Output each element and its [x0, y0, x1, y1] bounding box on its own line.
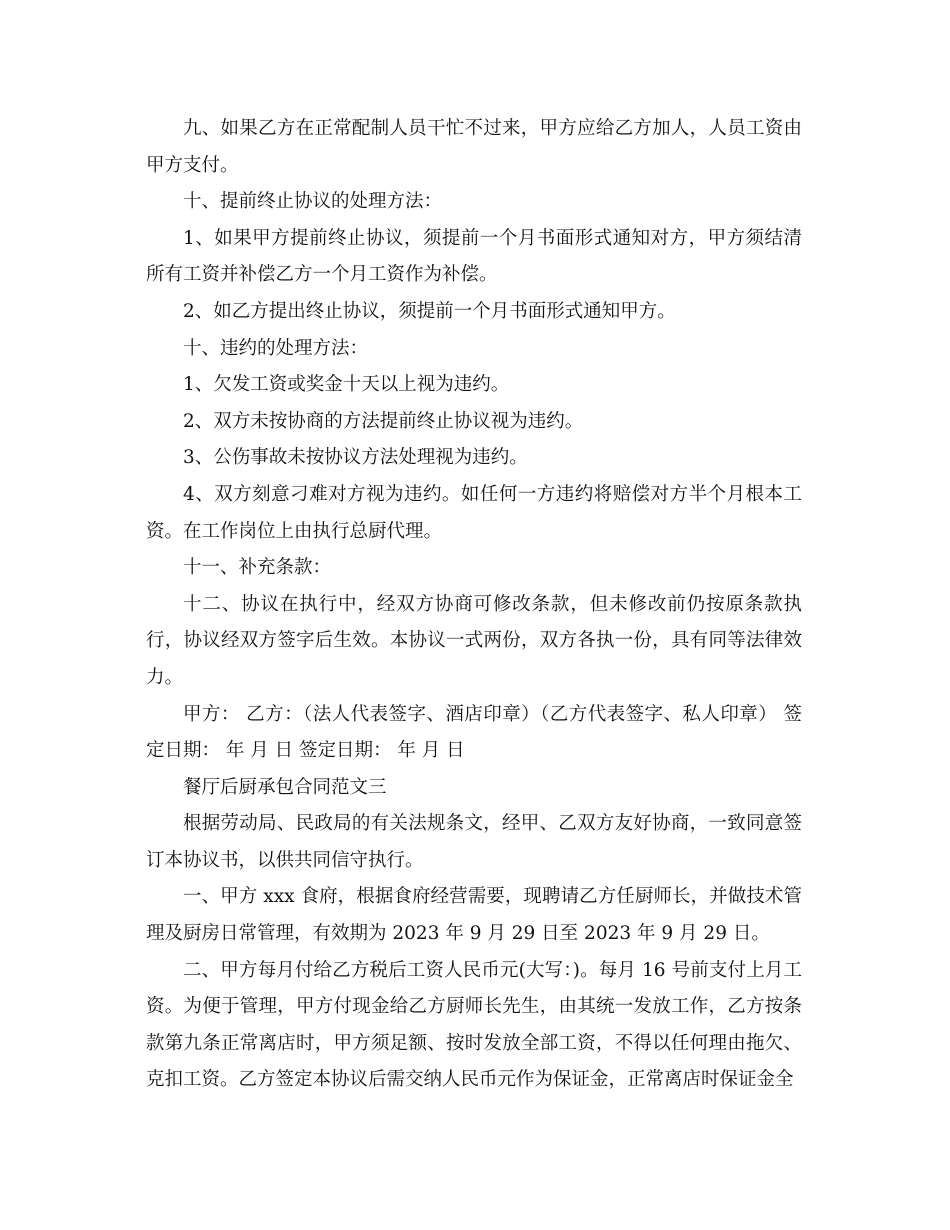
preamble: 根据劳动局、民政局的有关法规条文，经甲、乙双方友好协商，一致同意签订本协议书，以供共同信守执行。 [146, 813, 802, 871]
breach-heading: 十、违约的处理方法： [183, 337, 369, 359]
article-two: 二、甲方每月付给乙方税后工资人民币元(大写：)。每月 16 号前支付上月工资。为便于管理，甲方付现金给乙方厨师长先生，由其统一发放工作，乙方按条款第九条正常离店时，甲方须足额、按时发放全部工资，不得以任何理由拖欠、克扣工资。乙方签定本协议后需交纳人民币元作为保证金，正常离店时保证金全 [146, 959, 802, 1091]
clause-ten-heading: 十、提前终止协议的处理方法： [183, 191, 443, 213]
breach-item-1: 1、欠发工资或奖金十天以上视为违约。 [183, 374, 510, 396]
clause-ten-item-1: 1、如果甲方提前终止协议，须提前一个月书面形式通知对方，甲方须结清所有工资并补偿乙方一个月工资作为补偿。 [146, 227, 802, 286]
clause-ten-item-2: 2、如乙方提出终止协议，须提前一个月书面形式通知甲方。 [183, 300, 676, 322]
article-one: 一、甲方 xxx 食府，根据食府经营需要，现聘请乙方任厨师长，并做技术管理及厨房日常管理，有效期为 2023 年 9 月 29 日至 2023 年 9 月 29 日。 [146, 886, 802, 945]
section-title: 餐厅后厨承包合同范文三 [183, 776, 387, 798]
clause-nine: 九、如果乙方在正常配制人员干忙不过来，甲方应给乙方加人，人员工资由甲方支付。 [146, 118, 802, 176]
document-body [146, 111, 802, 1099]
clause-twelve: 十二、协议在执行中，经双方协商可修改条款，但未修改前仍按原条款执行，协议经双方签字后生效。本协议一式两份，双方各执一份，具有同等法律效力。 [146, 593, 802, 688]
breach-item-3: 3、公伤事故未按协议方法处理视为违约。 [183, 447, 528, 469]
signature-line: 甲方： 乙方：（法人代表签字、酒店印章）（乙方代表签字、私人印章） 签定日期： 年 月 日 签定日期： 年 月 日 [146, 703, 802, 762]
breach-item-4: 4、双方刻意刁难对方视为违约。如任何一方违约将赔偿对方半个月根本工资。在工作岗位上由执行总厨代理。 [146, 483, 802, 542]
clause-eleven: 十一、补充条款： [183, 557, 332, 579]
breach-item-2: 2、双方未按协商的方法提前终止协议视为违约。 [183, 410, 584, 432]
